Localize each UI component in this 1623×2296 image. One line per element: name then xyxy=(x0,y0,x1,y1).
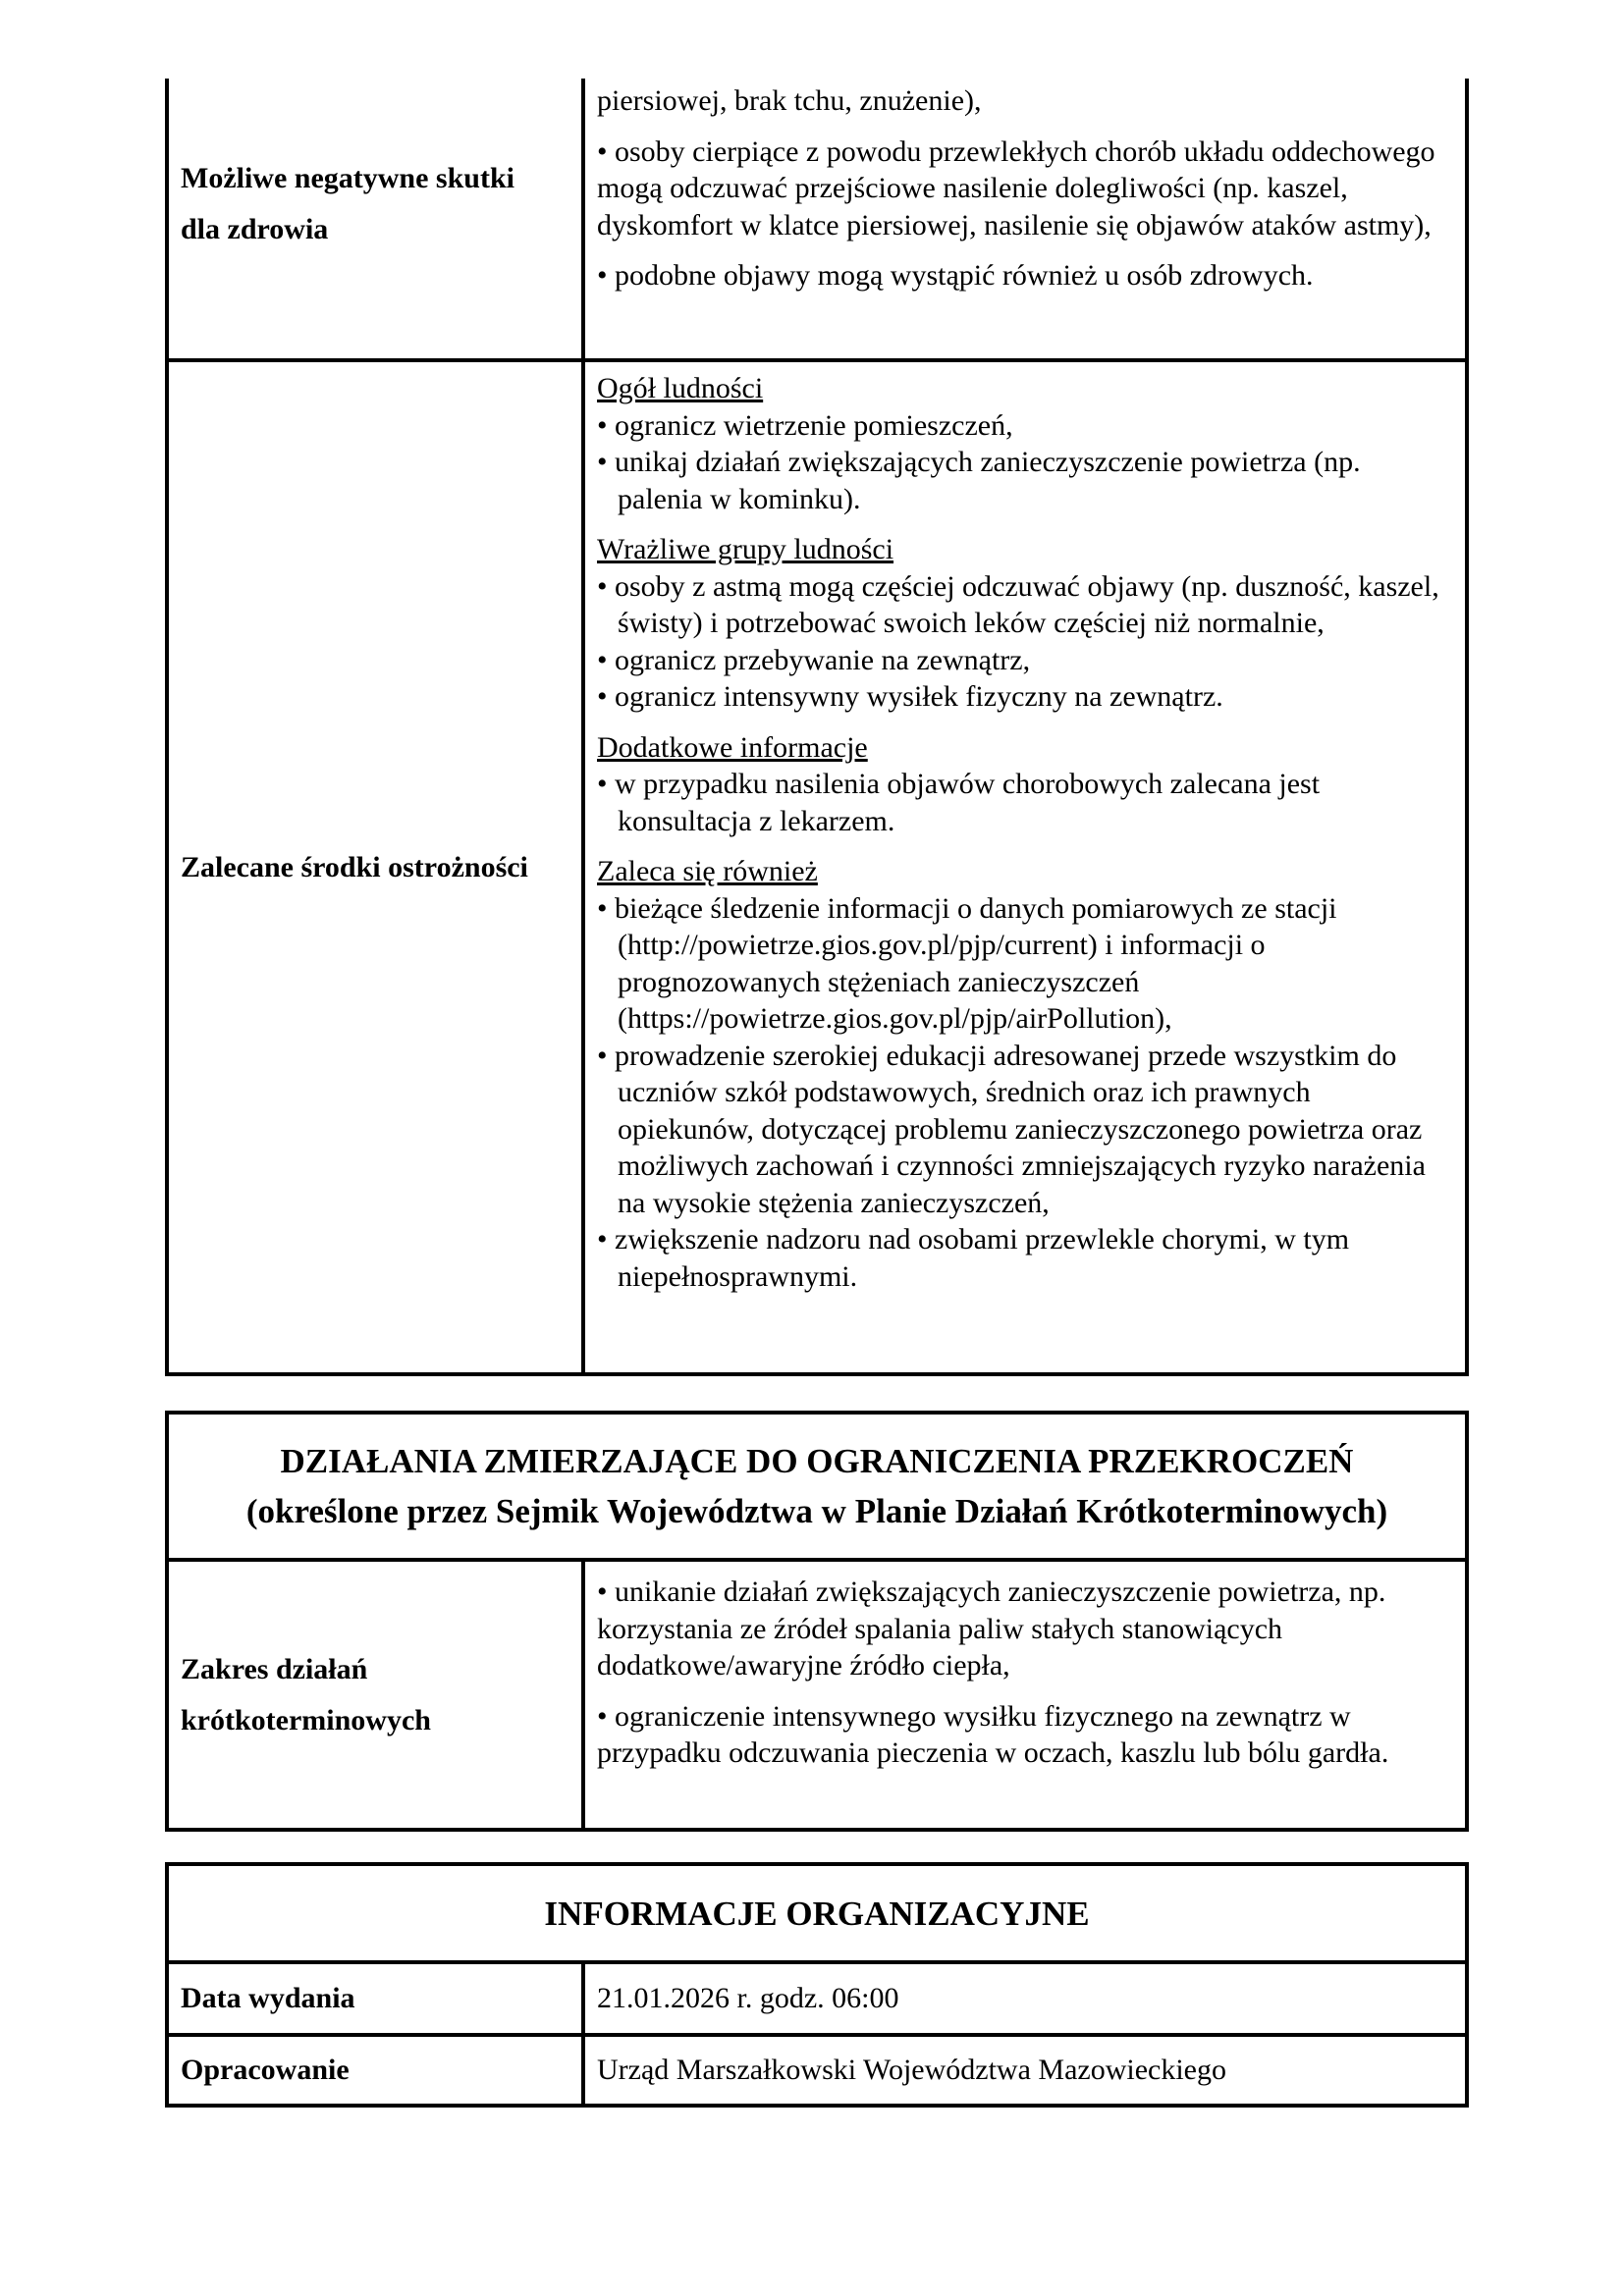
list-item: • osoby z astmą mogą częściej odczuwać objawy (np. duszność, kaszel, świsty) i potrzebować swoich leków częściej niż normalnie, xyxy=(597,569,1439,639)
health-effects-para-1: piersiowej, brak tchu, znużenie), xyxy=(597,84,982,117)
list-item: • ogranicz przebywanie na zewnątrz, xyxy=(597,643,1031,676)
health-effects-label-text: Możliwe negatywne skutki dla zdrowia xyxy=(181,161,514,245)
section-title-general: Ogół ludności xyxy=(597,372,764,404)
heading-line-2: (określone przez Sejmik Województwa w Planie Działań Krótkoterminowych) xyxy=(245,1492,1388,1530)
short-term-actions-label-text: Zakres działań krótkoterminowych xyxy=(181,1652,431,1736)
list-item: • ogranicz wietrzenie pomieszczeń, xyxy=(597,408,1013,442)
short-term-actions-heading xyxy=(169,1415,1465,1558)
short-term-actions-label xyxy=(169,1562,585,1828)
list-item: • unikaj działań zwiększających zanieczyszczenie powietrza (np. palenia w kominku). xyxy=(597,446,1361,515)
precautions-label xyxy=(169,362,585,1372)
organizational-info-heading xyxy=(169,1866,1465,1960)
list-item: • w przypadku nasilenia objawów chorobowych zalecana jest konsultacja z lekarzem. xyxy=(597,768,1321,837)
prepared-by-value: Urząd Marszałkowski Województwa Mazowieckiego xyxy=(597,2054,1226,2087)
short-term-action-1: • unikanie działań zwiększających zanieczyszczenie powietrza, np. korzystania ze źródeł spalania paliw stałych stanowiących dodatkowe/awaryjne źródło ciepła, xyxy=(597,1575,1386,1682)
prepared-by-label: Opracowanie xyxy=(169,2037,585,2104)
section-sensitive-groups xyxy=(597,531,1451,716)
list-item: • ogranicz intensywny wysiłek fizyczny na zewnątrz. xyxy=(597,680,1223,713)
section-title-also-recommended: Zaleca się również xyxy=(597,855,818,887)
heading-line-1: DZIAŁANIA ZMIERZAJĄCE DO OGRANICZENIA PRZEKROCZEŃ xyxy=(280,1442,1354,1480)
list-item: • prowadzenie szerokiej edukacji adresowanej przede wszystkim do uczniów szkół podstawowych, średnich oraz ich prawnych opiekunów, dotyczącej problemu zanieczyszczonego powietrza oraz możliwych zachowań i czynności zmniejszających ryzyko narażenia na wysokie stężenia zanieczyszczeń, xyxy=(597,1039,1426,1219)
organizational-info-heading-cell xyxy=(169,1866,1465,1960)
precautions-label-text: Zalecane środki ostrożności xyxy=(181,850,528,883)
short-term-actions-table xyxy=(165,1411,1469,1832)
prepared-by-row xyxy=(169,2033,1465,2104)
health-effects-label xyxy=(169,79,585,358)
list-item: • bieżące śledzenie informacji o danych pomiarowych ze stacji (http://powietrze.gios.gov.pl/pjp/current) i informacji o prognozowanych stężeniach zanieczyszczeń (https://powietrze.gios.gov.pl/pjp/airPollution), xyxy=(597,891,1337,1035)
issue-date-value: 21.01.2026 r. godz. 06:00 xyxy=(597,1982,899,2015)
precautions-row xyxy=(169,358,1465,1372)
health-effects-para-2: • osoby cierpiące z powodu przewlekłych chorób układu oddechowego mogą odczuwać przejściowe nasilenie dolegliwości (np. kaszel, dyskomfort w klatce piersiowej, nasilenie się objawów ataków astmy), xyxy=(597,134,1435,241)
section-title-additional: Dodatkowe informacje xyxy=(597,730,868,764)
section-additional-info xyxy=(597,729,1451,840)
organizational-info-table xyxy=(165,1862,1469,2108)
issue-date-row xyxy=(169,1960,1465,2033)
short-term-actions-heading-cell xyxy=(169,1415,1465,1558)
precautions-content xyxy=(585,362,1465,1372)
health-effects-content xyxy=(585,79,1465,358)
short-term-actions-content xyxy=(585,1562,1465,1828)
list-item: • zwiększenie nadzoru nad osobami przewlekle chorymi, w tym niepełnosprawnymi. xyxy=(597,1223,1350,1293)
short-term-actions-row xyxy=(169,1558,1465,1828)
health-effects-para-3: • podobne objawy mogą wystąpić również u osób zdrowych. xyxy=(597,259,1314,292)
section-general-population xyxy=(597,370,1451,517)
section-title-sensitive: Wrażliwe grupy ludności xyxy=(597,533,894,565)
section-also-recommended xyxy=(597,853,1451,1295)
short-term-action-2: • ograniczenie intensywnego wysiłku fizycznego na zewnątrz w przypadku odczuwania pieczenia w oczach, kaszlu lub bólu gardła. xyxy=(597,1699,1389,1769)
health-effects-row xyxy=(169,79,1465,358)
organizational-info-title: INFORMACJE ORGANIZACYJNE xyxy=(544,1894,1090,1933)
health-info-table xyxy=(165,79,1469,1376)
issue-date-label: Data wydania xyxy=(169,1964,585,2033)
